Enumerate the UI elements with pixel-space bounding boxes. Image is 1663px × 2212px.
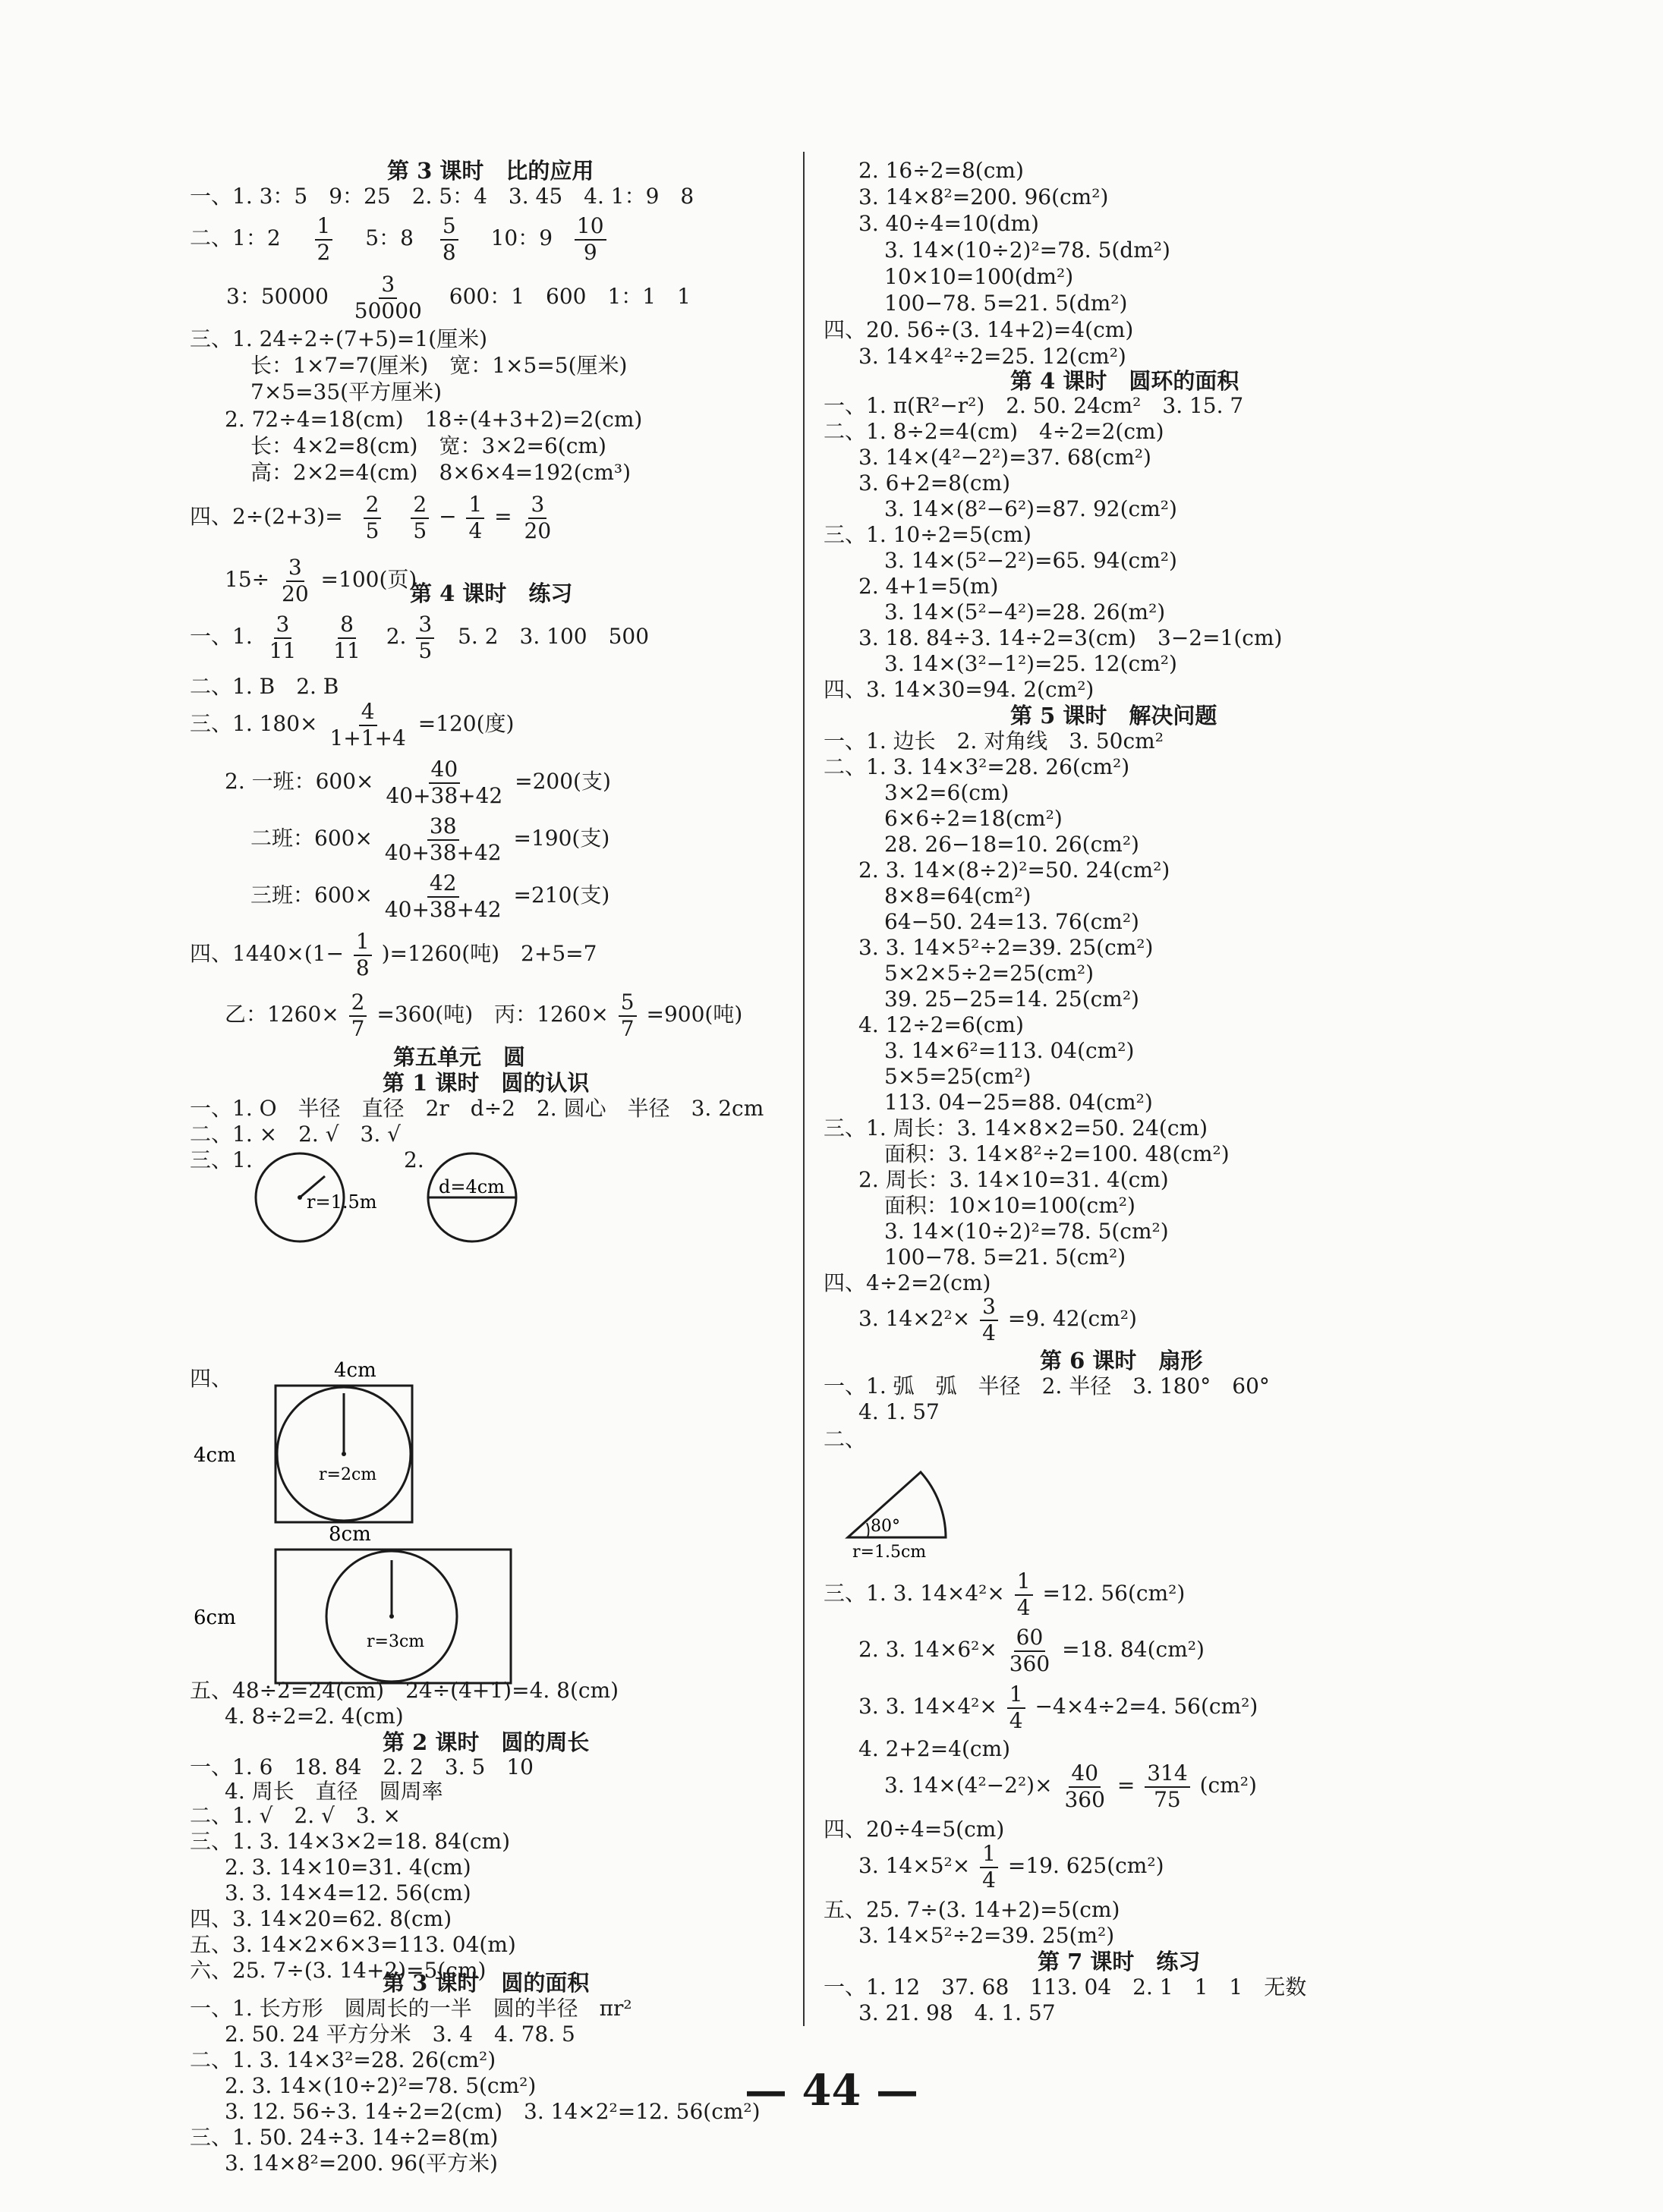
answer-line: 四、1440×(1− $\frac{1}{8}$ )=1260(吨) 2+5=7 — [190, 929, 597, 980]
answer-line: 二班：600× $\frac{38}{40+38+42}$ =190(支) — [250, 813, 610, 865]
circle-r-diagram — [256, 1153, 377, 1241]
answer-line: 64−50. 24=13. 76(cm²) — [884, 909, 1139, 934]
answer-line: 4. 周长 直径 圆周率 — [225, 1779, 443, 1804]
answer-line: 面积：10×10=100(cm²) — [884, 1193, 1135, 1218]
answer-line: 三、1. 50. 24÷3. 14÷2=8(m) — [190, 2125, 499, 2150]
rect-height-label: 6cm — [194, 1606, 236, 1629]
answer-line: 5×2×5÷2=25(cm²) — [884, 961, 1094, 986]
answer-line: 113. 04−25=88. 04(cm²) — [884, 1090, 1153, 1115]
answer-line: 6×6÷2=18(cm²) — [884, 806, 1063, 831]
answer-line: 3. 14×(4²−2²)× $\frac{40}{360}$ = $\frac{314}{75}$ (cm²) — [884, 1760, 1257, 1812]
section-title: 第 2 课时 圆的周长 — [383, 1729, 590, 1755]
answer-line: 100−78. 5=21. 5(cm²) — [884, 1244, 1126, 1270]
answer-line: 一、1. 边长 2. 对角线 3. 50cm² — [824, 728, 1164, 754]
answer-line: 4. 12÷2=6(cm) — [858, 1012, 1024, 1037]
answer-line: 一、1. 12 37. 68 113. 04 2. 1 1 1 无数 — [824, 1974, 1307, 2000]
answer-line: 二、1. × 2. √ 3. √ — [190, 1122, 401, 1147]
answer-line: 面积：3. 14×8²÷2=100. 48(cm²) — [884, 1141, 1230, 1166]
answer-line: 3. 3. 14×4²× $\frac{1}{4}$ −4×4÷2=4. 56(cm²) — [858, 1682, 1258, 1733]
answer-line: 五、3. 14×2×6×3=113. 04(m) — [190, 1932, 516, 1957]
answer-line: 乙：1260× $\frac{2}{7}$ =360(吨) 丙：1260× $\frac{5}{7}$ =900(吨) — [225, 990, 743, 1041]
answer-line: 39. 25−25=14. 25(cm²) — [884, 986, 1139, 1012]
answer-line: 3. 14×(5²−4²)=28. 26(m²) — [884, 599, 1166, 625]
answer-line: 三、1. 10÷2=5(cm) — [824, 522, 1032, 547]
answer-line: 四、20÷4=5(cm) — [824, 1817, 1005, 1842]
answer-line: 三、1. 3. 14×4²× $\frac{1}{4}$ =12. 56(cm²) — [824, 1569, 1186, 1620]
answer-line: 二、1. 3. 14×3²=28. 26(cm²) — [190, 2047, 496, 2072]
answer-line: 4. 1. 57 — [858, 1399, 940, 1424]
answer-line: 三班：600× $\frac{42}{40+38+42}$ =210(支) — [250, 870, 610, 922]
answer-line: 一、1. 3：5 9：25 2. 5：4 3. 45 4. 1：9 8 — [190, 184, 694, 209]
answer-line: 二、1. √ 2. √ 3. × — [190, 1803, 401, 1828]
square-circle-diagram — [194, 1359, 412, 1522]
answer-line: 四、 — [190, 1366, 233, 1391]
answer-line: 2. 3. 14×(10÷2)²=78. 5(cm²) — [225, 2073, 537, 2098]
answer-line: 5×5=25(cm²) — [884, 1064, 1032, 1089]
answer-line: 3. 14×2²× $\frac{3}{4}$ =9. 42(cm²) — [858, 1294, 1137, 1345]
answer-line: 10×10=100(dm²) — [884, 264, 1074, 289]
unit-title: 第五单元 圆 — [393, 1044, 526, 1070]
answer-line: 一、1. π(R²−r²) 2. 50. 24cm² 3. 15. 7 — [824, 393, 1244, 418]
section-title: 第 4 课时 圆环的面积 — [1010, 368, 1239, 394]
answer-line: 2. 3. 14×10=31. 4(cm) — [225, 1855, 471, 1880]
answer-line: 100−78. 5=21. 5(dm²) — [884, 291, 1128, 316]
section-title: 第 1 课时 圆的认识 — [383, 1070, 590, 1096]
answer-line: 一、1. 长方形 圆周长的一半 圆的半径 πr² — [190, 1996, 632, 2021]
square-width-label: 4cm — [334, 1359, 376, 1382]
answer-line: 2. 50. 24 平方分米 3. 4 4. 78. 5 — [225, 2022, 575, 2047]
answer-line: 4. 8÷2=2. 4(cm) — [225, 1704, 404, 1729]
answer-line: 3. 6+2=8(cm) — [858, 470, 1011, 496]
answer-line: 一、1. O 半径 直径 2r d÷2 2. 圆心 半径 3. 2cm — [190, 1096, 764, 1121]
answer-line: 二、1. 3. 14×3²=28. 26(cm²) — [824, 754, 1130, 779]
answer-line: 一、1. 弧 弧 半径 2. 半径 3. 180° 60° — [824, 1373, 1270, 1399]
radius-label: r=3cm — [367, 1632, 425, 1651]
answer-line: 3. 12. 56÷3. 14÷2=2(cm) 3. 14×2²=12. 56(cm²) — [225, 2099, 761, 2124]
section-title: 第 6 课时 扇形 — [1040, 1348, 1203, 1373]
answer-line: 3. 14×8²=200. 96(平方米) — [225, 2151, 498, 2176]
column-divider — [803, 152, 805, 2026]
answer-line: 3. 14×(3²−1²)=25. 12(cm²) — [884, 651, 1177, 676]
section-title: 第 7 课时 练习 — [1038, 1949, 1201, 1974]
answer-line: 2. 16÷2=8(cm) — [858, 158, 1024, 183]
rect-circle-diagram — [194, 1523, 511, 1683]
answer-line: 四、4÷2=2(cm) — [824, 1270, 991, 1295]
answer-line: 五、48÷2=24(cm) 24÷(4+1)=4. 8(cm) — [190, 1678, 619, 1703]
section-title: 第 5 课时 解决问题 — [1010, 703, 1217, 728]
answer-line: 二、1. 8÷2=4(cm) 4÷2=2(cm) — [824, 419, 1164, 444]
answer-line: 3. 14×(10÷2)²=78. 5(dm²) — [884, 238, 1170, 263]
answer-line: 8×8=64(cm²) — [884, 883, 1032, 908]
answer-line: 长：1×7=7(厘米) 宽：1×5=5(厘米) — [250, 353, 628, 378]
sector-diagram — [839, 1442, 1006, 1563]
answer-line: 4. 2+2=4(cm) — [858, 1736, 1011, 1761]
answer-line: 3. 21. 98 4. 1. 57 — [858, 2000, 1056, 2025]
radius-label: r=1.5cm — [852, 1543, 927, 1562]
answer-line: 六、25. 7÷(3. 14+2)=5(cm) — [190, 1958, 487, 1983]
circle-diagrams — [243, 1138, 638, 1381]
answer-line: 高：2×2=4(cm) 8×6×4=192(cm³) — [250, 460, 631, 485]
answer-line: 15÷ $\frac{3}{20}$ =100(页) — [225, 555, 417, 606]
answer-line: 3×2=6(cm) — [884, 780, 1009, 805]
answer-line: 3：50000 $\frac{3}{50000}$ 600：1 600 1：1 1 — [226, 272, 691, 323]
answer-line: 2. 周长：3. 14×10=31. 4(cm) — [858, 1167, 1169, 1192]
answer-line: 3. 14×(5²−2²)=65. 94(cm²) — [884, 548, 1177, 573]
answer-line: 2. 3. 14×6²× $\frac{60}{360}$ =18. 84(cm²) — [858, 1625, 1205, 1676]
circle-d-diagram — [428, 1153, 516, 1241]
square-height-label: 4cm — [194, 1444, 236, 1467]
answer-line: 3. 14×4²÷2=25. 12(cm²) — [858, 344, 1126, 369]
answer-line: 四、3. 14×20=62. 8(cm) — [190, 1906, 452, 1931]
diameter-label: d=4cm — [439, 1176, 505, 1197]
answer-line: 3. 3. 14×5²÷2=39. 25(cm²) — [858, 935, 1154, 960]
answer-line: 五、25. 7÷(3. 14+2)=5(cm) — [824, 1897, 1120, 1922]
answer-line: 3. 14×(4²−2²)=37. 68(cm²) — [858, 445, 1151, 470]
rect-width-label: 8cm — [329, 1523, 371, 1546]
answer-line: 2. 72÷4=18(cm) 18÷(4+3+2)=2(cm) — [225, 407, 643, 432]
page-number: — 44 — — [745, 2066, 918, 2116]
answer-line: 三、1. 180× $\frac{4}{1+1+4}$ =120(度) — [190, 699, 515, 750]
section-title: 第 3 课时 圆的面积 — [383, 1970, 590, 1996]
angle-label: 80° — [871, 1517, 900, 1536]
radius-label: r=1.5m — [307, 1191, 377, 1213]
answer-line: 二、1：2 $\frac{1}{2}$ 5：8 $\frac{5}{8}$ 10：9 $\frac{10}{9}$ — [190, 211, 609, 266]
section-title: 第 3 课时 比的应用 — [387, 158, 594, 184]
answer-line: 2. — [404, 1147, 424, 1172]
answer-line: 三、1. 周长：3. 14×8×2=50. 24(cm) — [824, 1115, 1208, 1141]
answer-line: 三、1. 3. 14×3×2=18. 84(cm) — [190, 1829, 511, 1854]
answer-line: 2. 一班：600× $\frac{40}{40+38+42}$ =200(支) — [225, 757, 611, 808]
square-rect-diagrams — [194, 1355, 615, 1682]
answer-line: 3. 18. 84÷3. 14÷2=3(cm) 3−2=1(cm) — [858, 625, 1283, 650]
answer-line: 2. 4+1=5(m) — [858, 574, 999, 599]
answer-line: 3. 14×8²=200. 96(cm²) — [858, 184, 1109, 209]
answer-line: 一、1. 6 18. 84 2. 2 3. 5 10 — [190, 1754, 534, 1779]
answer-line: 3. 14×(8²−6²)=87. 92(cm²) — [884, 496, 1177, 521]
answer-line: 二、 — [824, 1427, 867, 1452]
answer-line: 3. 14×6²=113. 04(cm²) — [884, 1038, 1135, 1063]
answer-line: 3. 14×5²÷2=39. 25(m²) — [858, 1923, 1115, 1948]
answer-line: 三、1. — [190, 1147, 253, 1172]
answer-line: 长：4×2=8(cm) 宽：3×2=6(cm) — [250, 433, 606, 458]
answer-line: 3. 40÷4=10(dm) — [858, 211, 1039, 236]
answer-line: 28. 26−18=10. 26(cm²) — [884, 832, 1139, 857]
answer-line: 一、1. $\frac{3}{11}$ $\frac{8}{11}$ 2. $\frac{3}{5}$ 5. 2 3. 100 500 — [190, 612, 650, 663]
answer-line: 2. 3. 14×(8÷2)²=50. 24(cm²) — [858, 857, 1170, 883]
answer-line: 四、20. 56÷(3. 14+2)=4(cm) — [824, 317, 1134, 342]
answer-line: 3. 14×5²× $\frac{1}{4}$ =19. 625(cm²) — [858, 1841, 1164, 1893]
radius-label: r=2cm — [319, 1465, 377, 1484]
answer-line: 3. 3. 14×4=12. 56(cm) — [225, 1880, 471, 1905]
answer-line: 7×5=35(平方厘米) — [250, 379, 443, 404]
answer-line: 三、1. 24÷2÷(7+5)=1(厘米) — [190, 326, 488, 351]
answer-line: 四、2÷(2+3)= $\frac{2}{5}$ $\frac{2}{5}$ − $\frac{1}{4}$ = $\frac{3}{20}$ — [190, 492, 552, 543]
answer-line: 二、1. B 2. B — [190, 674, 339, 699]
answer-line: 四、3. 14×30=94. 2(cm²) — [824, 677, 1094, 702]
section-title: 第 4 课时 练习 — [410, 581, 573, 606]
answer-line: 3. 14×(10÷2)²=78. 5(cm²) — [884, 1219, 1169, 1244]
